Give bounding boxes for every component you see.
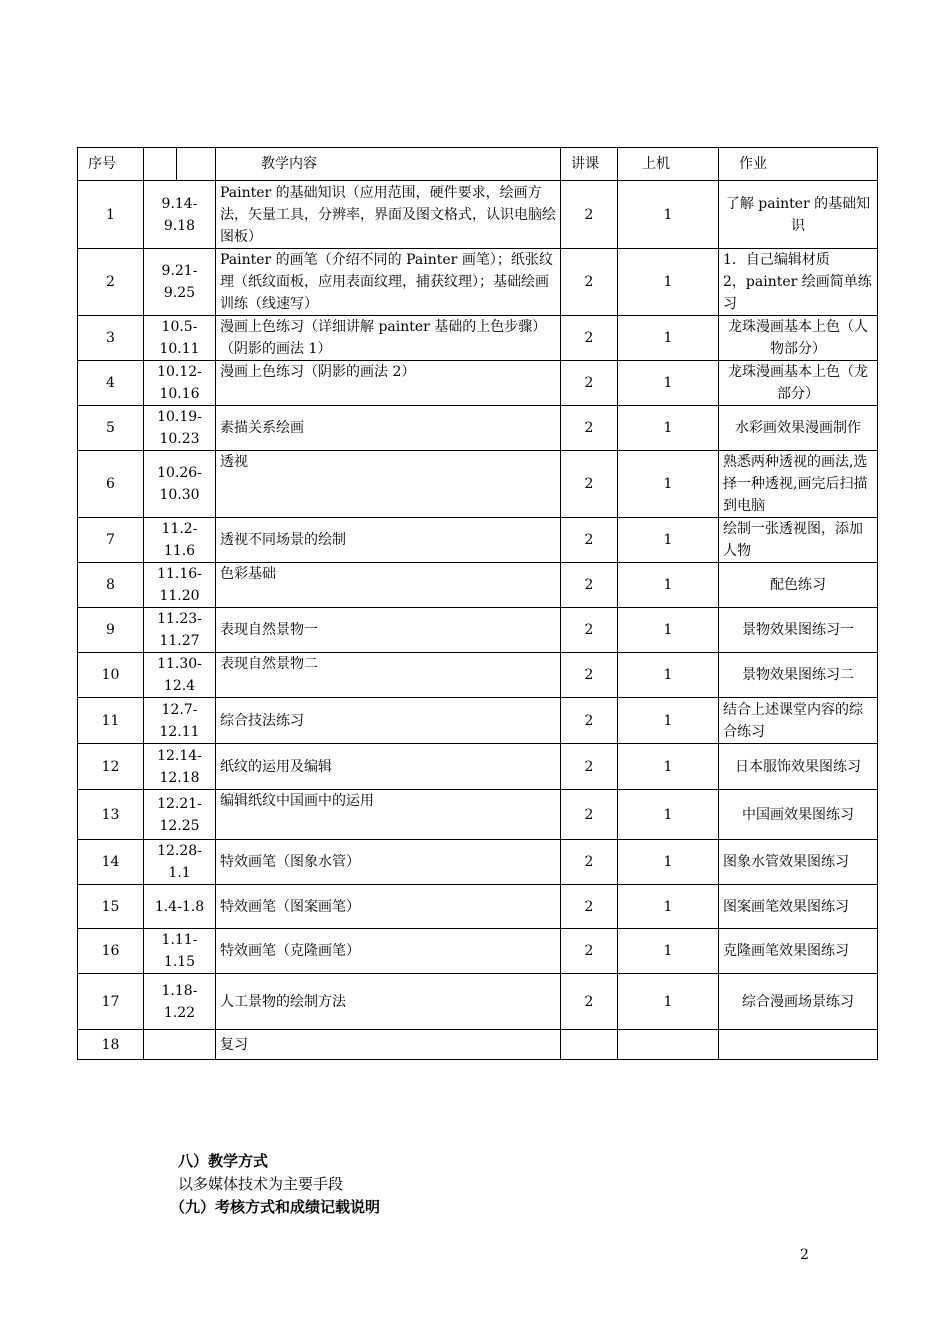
row-seq: 15 — [78, 885, 144, 929]
row-lecture: 2 — [561, 653, 618, 698]
row-lecture: 2 — [561, 885, 618, 929]
row-date: 1.11- 1.15 — [144, 929, 216, 974]
row-lab: 1 — [618, 181, 719, 249]
row-date: 1.4-1.8 — [144, 885, 216, 929]
table-row — [78, 406, 878, 451]
row-content: Painter 的基础知识（应用范围，硬件要求，绘画方法，矢量工具，分辨率，界面及图文格式，认识电脑绘图板） — [216, 181, 561, 249]
section9-title: （九）考核方式和成绩记载说明 — [170, 1198, 381, 1216]
row-homework: 1．自己编辑材质 2，painter 绘画简单练习 — [719, 249, 878, 316]
section8-body: 以多媒体技术为主要手段 — [178, 1175, 344, 1193]
row-homework: 图案画笔效果图练习 — [719, 885, 878, 929]
row-lecture: 2 — [561, 181, 618, 249]
header-lecture: 讲课 — [561, 148, 618, 181]
table-row — [78, 1030, 878, 1060]
row-homework: 熟悉两种透视的画法,选择一种透视,画完后扫描到电脑 — [719, 451, 878, 518]
row-content: 复习 — [216, 1030, 561, 1060]
row-homework: 图象水管效果图练习 — [719, 840, 878, 885]
row-seq: 16 — [78, 929, 144, 974]
row-lecture: 2 — [561, 929, 618, 974]
row-lecture: 2 — [561, 698, 618, 744]
row-homework: 景物效果图练习一 — [719, 608, 878, 653]
row-seq: 10 — [78, 653, 144, 698]
table-row — [78, 249, 878, 316]
row-lecture: 2 — [561, 249, 618, 316]
row-homework: 结合上述课堂内容的综合练习 — [719, 698, 878, 744]
table-row — [78, 608, 878, 653]
row-seq: 11 — [78, 698, 144, 744]
row-content: 综合技法练习 — [216, 698, 561, 744]
row-lecture — [561, 1030, 618, 1060]
row-lecture: 2 — [561, 744, 618, 790]
row-lab: 1 — [618, 698, 719, 744]
row-lab — [618, 1030, 719, 1060]
table-row — [78, 974, 878, 1030]
row-content: 表现自然景物一 — [216, 608, 561, 653]
row-date: 10.19- 10.23 — [144, 406, 216, 451]
row-lecture: 2 — [561, 361, 618, 406]
row-homework: 中国画效果图练习 — [719, 790, 878, 840]
header-seq: 序号 — [78, 148, 144, 181]
row-content: 表现自然景物二 — [216, 653, 561, 698]
row-seq: 7 — [78, 518, 144, 563]
row-seq: 18 — [78, 1030, 144, 1060]
row-homework: 配色练习 — [719, 563, 878, 608]
row-lab: 1 — [618, 840, 719, 885]
row-lab: 1 — [618, 790, 719, 840]
row-date: 11.23- 11.27 — [144, 608, 216, 653]
row-lecture: 2 — [561, 451, 618, 518]
table-row — [78, 563, 878, 608]
row-content: 透视不同场景的绘制 — [216, 518, 561, 563]
row-content: 纸纹的运用及编辑 — [216, 744, 561, 790]
row-homework: 景物效果图练习二 — [719, 653, 878, 698]
row-date: 12.14- 12.18 — [144, 744, 216, 790]
row-lecture: 2 — [561, 518, 618, 563]
table-row — [78, 698, 878, 744]
table-row — [78, 653, 878, 698]
table-header-row — [78, 148, 878, 181]
row-homework: 克隆画笔效果图练习 — [719, 929, 878, 974]
table-row — [78, 361, 878, 406]
table-row — [78, 181, 878, 249]
row-homework: 综合漫画场景练习 — [719, 974, 878, 1030]
table-row — [78, 518, 878, 563]
row-lecture: 2 — [561, 406, 618, 451]
row-content: 特效画笔（克隆画笔） — [216, 929, 561, 974]
row-homework: 水彩画效果漫画制作 — [719, 406, 878, 451]
header-lab: 上机 — [618, 148, 719, 181]
header-homework: 作业 — [719, 148, 878, 181]
row-lab: 1 — [618, 744, 719, 790]
row-homework: 龙珠漫画基本上色（人物部分） — [719, 316, 878, 361]
row-lab: 1 — [618, 249, 719, 316]
row-date: 1.18- 1.22 — [144, 974, 216, 1030]
row-homework: 了解 painter 的基础知识 — [719, 181, 878, 249]
schedule-table — [77, 147, 878, 1060]
row-lab: 1 — [618, 653, 719, 698]
row-seq: 3 — [78, 316, 144, 361]
row-content: 色彩基础 — [216, 563, 561, 608]
row-date: 10.5- 10.11 — [144, 316, 216, 361]
row-date: 11.16- 11.20 — [144, 563, 216, 608]
row-seq: 2 — [78, 249, 144, 316]
row-content: 漫画上色练习（阴影的画法 2） — [216, 361, 561, 406]
row-lecture: 2 — [561, 316, 618, 361]
row-content: Painter 的画笔（介绍不同的 Painter 画笔）；纸张纹理（纸纹面板，应用表面纹理，捕获纹理）；基础绘画训练（线速写） — [216, 249, 561, 316]
row-date: 9.21- 9.25 — [144, 249, 216, 316]
row-content: 素描关系绘画 — [216, 406, 561, 451]
row-seq: 9 — [78, 608, 144, 653]
row-lab: 1 — [618, 885, 719, 929]
row-lecture: 2 — [561, 790, 618, 840]
row-lab: 1 — [618, 974, 719, 1030]
row-seq: 4 — [78, 361, 144, 406]
row-lab: 1 — [618, 406, 719, 451]
header-content: 教学内容 — [216, 148, 561, 181]
row-homework: 日本服饰效果图练习 — [719, 744, 878, 790]
row-date: 12.28- 1.1 — [144, 840, 216, 885]
row-date — [144, 1030, 216, 1060]
row-seq: 13 — [78, 790, 144, 840]
row-date: 11.2- 11.6 — [144, 518, 216, 563]
row-homework — [719, 1030, 878, 1060]
row-seq: 6 — [78, 451, 144, 518]
page-number: 2 — [800, 1247, 809, 1263]
row-seq: 5 — [78, 406, 144, 451]
row-lecture: 2 — [561, 608, 618, 653]
row-lecture: 2 — [561, 563, 618, 608]
section8-title: 八）教学方式 — [178, 1152, 269, 1170]
row-lecture: 2 — [561, 974, 618, 1030]
row-seq: 14 — [78, 840, 144, 885]
row-date: 9.14- 9.18 — [144, 181, 216, 249]
row-date: 10.26- 10.30 — [144, 451, 216, 518]
row-lab: 1 — [618, 451, 719, 518]
row-seq: 17 — [78, 974, 144, 1030]
row-content: 人工景物的绘制方法 — [216, 974, 561, 1030]
table-row — [78, 929, 878, 974]
row-lecture: 2 — [561, 840, 618, 885]
row-date: 12.7- 12.11 — [144, 698, 216, 744]
row-content: 特效画笔（图象水管） — [216, 840, 561, 885]
row-seq: 8 — [78, 563, 144, 608]
row-content: 漫画上色练习（详细讲解 painter 基础的上色步骤）（阴影的画法 1） — [216, 316, 561, 361]
header-date — [144, 148, 216, 181]
table-row — [78, 744, 878, 790]
table-row — [78, 885, 878, 929]
row-seq: 1 — [78, 181, 144, 249]
table-row — [78, 451, 878, 518]
table-row — [78, 790, 878, 840]
row-lab: 1 — [618, 316, 719, 361]
table-row — [78, 840, 878, 885]
row-date: 10.12- 10.16 — [144, 361, 216, 406]
row-content: 透视 — [216, 451, 561, 518]
row-homework: 龙珠漫画基本上色（龙部分） — [719, 361, 878, 406]
row-lab: 1 — [618, 608, 719, 653]
row-lab: 1 — [618, 563, 719, 608]
row-seq: 12 — [78, 744, 144, 790]
row-date: 11.30- 12.4 — [144, 653, 216, 698]
row-content: 特效画笔（图案画笔） — [216, 885, 561, 929]
row-lab: 1 — [618, 361, 719, 406]
row-homework: 绘制一张透视图，添加人物 — [719, 518, 878, 563]
table-row — [78, 316, 878, 361]
row-content: 编辑纸纹中国画中的运用 — [216, 790, 561, 840]
row-lab: 1 — [618, 518, 719, 563]
row-lab: 1 — [618, 929, 719, 974]
row-date: 12.21- 12.25 — [144, 790, 216, 840]
